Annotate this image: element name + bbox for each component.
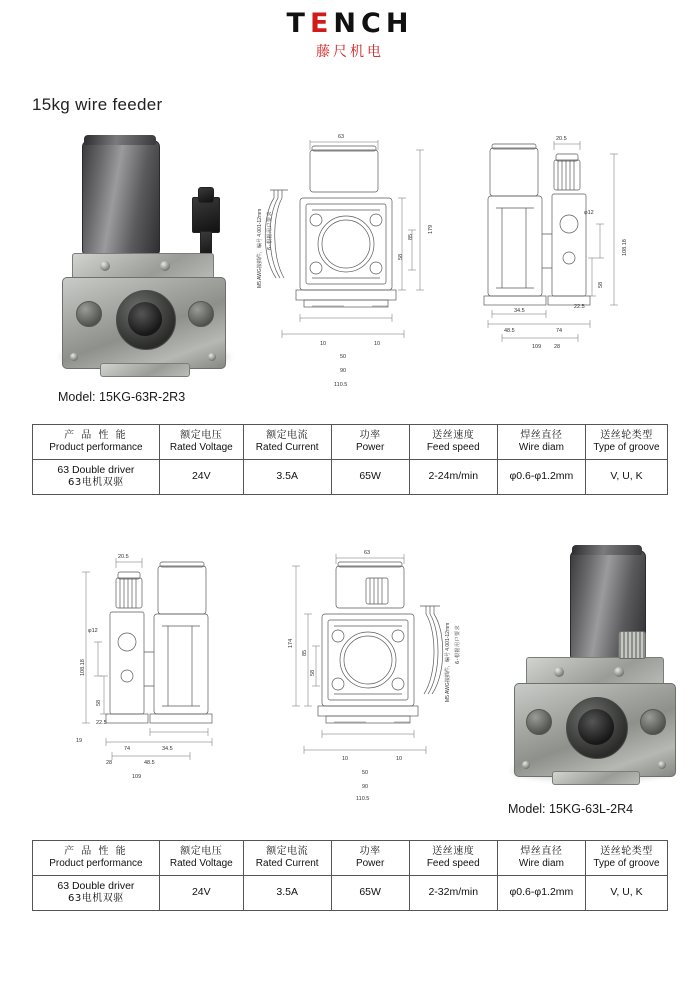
note-en-top: M5 AWG接插件，编号 4.001-12mm (257, 208, 263, 288)
dim-48-5: 48.5 (504, 328, 515, 334)
th2-type-of-groove: 送丝轮类型 Type of groove (585, 841, 667, 876)
dim-74: 74 (556, 328, 563, 334)
dim-58-b: 58 (96, 699, 102, 706)
td2-rated-current: 3.5A (243, 876, 331, 911)
dim-58-side: 58 (598, 281, 604, 288)
feed-roller-right-2 (640, 709, 666, 735)
th-rated-voltage: 额定电压 Rated Voltage (159, 425, 243, 460)
dim-85: 85 (408, 233, 414, 240)
dim-phi12-b: φ12 (88, 628, 98, 634)
dim-10a: 10 (320, 341, 327, 347)
dim-174: 174 (288, 638, 294, 648)
table-header-row (33, 425, 668, 460)
spec-table-top (32, 424, 668, 495)
dim-10b-b: 10 (396, 756, 403, 762)
dim-48-5-b: 48.5 (144, 760, 155, 766)
th2-wire-diam: 焊丝直径 Wire diam (497, 841, 585, 876)
product-photo-15kg-63r-2r3 (40, 135, 245, 380)
th2-feed-speed: 送丝速度 Feed speed (409, 841, 497, 876)
drawing-top-front-view (252, 134, 457, 388)
drawing-svg-top-side (468, 138, 668, 388)
drawing-bottom-side-view (40, 548, 240, 798)
dim-110-5-b: 110.5 (356, 796, 370, 802)
feed-roller-left-2 (526, 709, 552, 735)
brand-wordmark-text: TENCH (286, 8, 414, 39)
table-data-row (33, 460, 668, 495)
dim-63-top: 63 (338, 134, 345, 140)
tension-knob (618, 631, 646, 659)
td2-power: 65W (331, 876, 409, 911)
th2-rated-voltage: 额定电压 Rated Voltage (159, 841, 243, 876)
dim-10b: 10 (374, 341, 381, 347)
table-data-row-2 (33, 876, 668, 911)
th-power: 功率 Power (331, 425, 409, 460)
note-cn-bottom: 6-根据用户要求 (455, 625, 461, 664)
drawing-svg-top-front (252, 138, 457, 388)
td-feed-speed: 2-24m/min (409, 460, 497, 495)
dim-109: 109 (532, 344, 542, 350)
dim-85-b: 85 (302, 649, 308, 656)
td-wire-diam: φ0.6-φ1.2mm (497, 460, 585, 495)
page-title: 15kg wire feeder (32, 95, 163, 114)
dim-20-5-top: 20.5 (556, 136, 567, 142)
dim-179: 179 (428, 224, 434, 234)
dim-90: 90 (340, 368, 347, 374)
product-photo-15kg-63l-2r4 (498, 545, 688, 790)
note-cn-top: 6-根据用户要求 (267, 211, 273, 250)
td-type-of-groove: V, U, K (585, 460, 667, 495)
dim-108-18: 108.18 (622, 239, 628, 256)
feed-roller-right (188, 301, 214, 327)
th-wire-diam: 焊丝直径 Wire diam (497, 425, 585, 460)
dim-28: 28 (554, 344, 561, 350)
th-rated-current: 额定电流 Rated Current (243, 425, 331, 460)
dim-28-b: 28 (106, 760, 113, 766)
th-feed-speed: 送丝速度 Feed speed (409, 425, 497, 460)
dim-74-b: 74 (124, 746, 131, 752)
dim-phi12: φ12 (584, 210, 594, 216)
dim-19-b: 19 (76, 738, 83, 744)
model-caption-bottom: Model: 15KG-63L-2R4 (508, 802, 634, 816)
model-caption-top: Model: 15KG-63R-2R3 (58, 390, 186, 404)
td2-wire-diam: φ0.6-φ1.2mm (497, 876, 585, 911)
th2-rated-current: 额定电流 Rated Current (243, 841, 331, 876)
dim-10a-b: 10 (342, 756, 349, 762)
dim-34-5-b: 34.5 (162, 746, 173, 752)
td-product-performance: 63 Double driver 63电机双驱 (33, 460, 160, 495)
feed-roller-left (76, 301, 102, 327)
dim-50: 50 (340, 354, 347, 360)
brand-chinese-name: 藤尺机电 (316, 44, 384, 60)
td2-rated-voltage: 24V (159, 876, 243, 911)
dim-63-bottom: 63 (364, 550, 371, 556)
motor-end-cap-2 (572, 545, 642, 555)
drawing-top-side-view (468, 138, 668, 388)
drawing-svg-bottom-front (258, 548, 468, 798)
td-rated-voltage: 24V (159, 460, 243, 495)
dim-22-5-b: 22.5 (96, 720, 107, 726)
td-rated-current: 3.5A (243, 460, 331, 495)
dim-58-front-b: 58 (310, 669, 316, 676)
dim-110-5: 110.5 (334, 382, 348, 388)
td2-feed-speed: 2-32m/min (409, 876, 497, 911)
drawing-bottom-front-view (258, 548, 468, 802)
dim-109-b: 109 (132, 774, 142, 780)
th2-product-performance: 产 品 性 能 Product performance (33, 841, 160, 876)
brand-wordmark (287, 10, 414, 37)
motor-end-cap (84, 135, 156, 145)
table-header-row-2 (33, 841, 668, 876)
dim-20-5-bottom: 20.5 (118, 554, 129, 560)
drawing-svg-bottom-side (40, 548, 240, 798)
dim-50-b: 50 (362, 770, 369, 776)
dim-58: 58 (398, 253, 404, 260)
dim-34-5: 34.5 (514, 308, 525, 314)
motor-housing (82, 140, 160, 257)
note-en-bottom: M5 AWG接插件，编号 4.001-12mm (445, 622, 451, 702)
td2-type-of-groove: V, U, K (585, 876, 667, 911)
dim-22-5: 22.5 (574, 304, 585, 310)
th-type-of-groove: 送丝轮类型 Type of groove (585, 425, 667, 460)
brand-logo (0, 10, 700, 61)
dim-90-b: 90 (362, 784, 369, 790)
th2-power: 功率 Power (331, 841, 409, 876)
th-product-performance: 产 品 性 能 Product performance (33, 425, 160, 460)
td-power: 65W (331, 460, 409, 495)
td2-product-performance: 63 Double driver 63电机双驱 (33, 876, 160, 911)
dim-108-18-b: 108.18 (80, 659, 86, 676)
spec-table-bottom (32, 840, 668, 911)
